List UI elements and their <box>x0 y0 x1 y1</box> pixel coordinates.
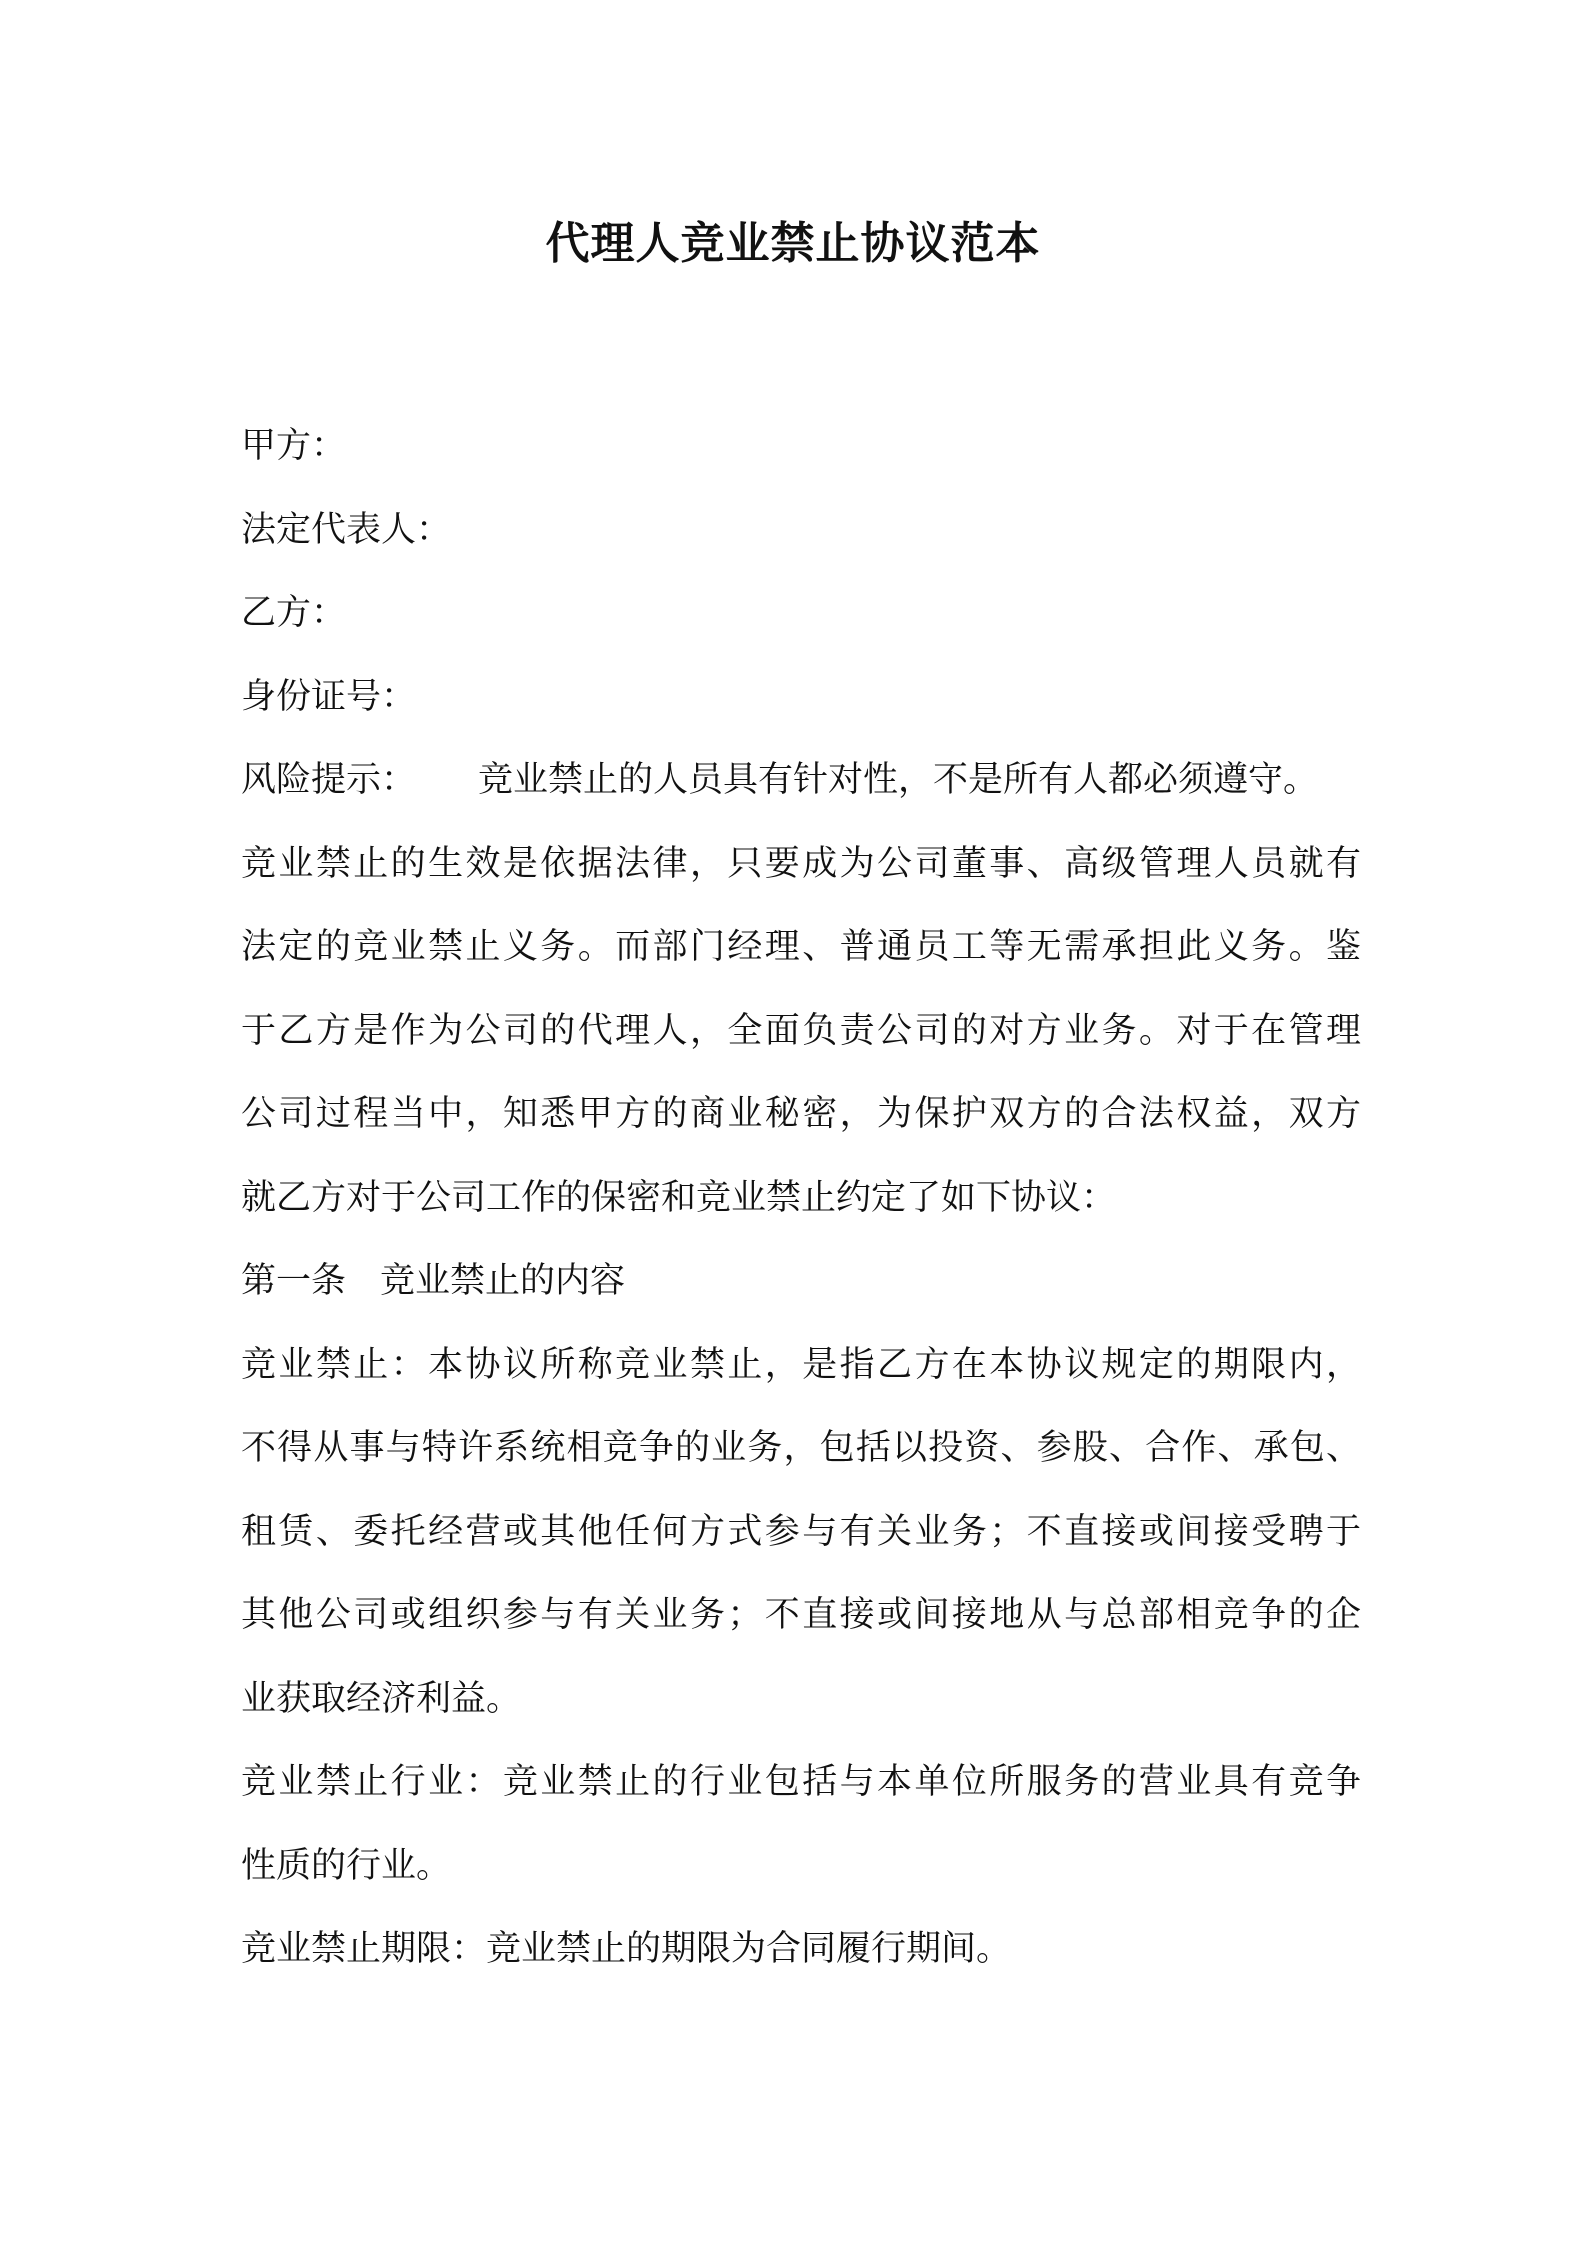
risk-notice-line: 就乙方对于公司工作的保密和竞业禁止约定了如下协议： <box>241 1177 1117 1218</box>
risk-notice-line: 竞业禁止的生效是依据法律，只要成为公司董事、高级管理人员就有 <box>241 843 1361 884</box>
document-body <box>241 405 1361 1992</box>
non-compete-line: 其他公司或组织参与有关业务；不直接或间接地从与总部相竞争的企 <box>241 1595 1361 1635</box>
non-compete-line: 业获取经济利益。 <box>241 1678 522 1719</box>
party-a-field: 甲方： <box>241 426 347 466</box>
document-title: 代理人竞业禁止协议范本 <box>545 218 1041 269</box>
article-number: 第一条 <box>241 1261 347 1301</box>
article-title: 竞业禁止的内容 <box>380 1261 626 1301</box>
risk-notice-line: 于乙方是作为公司的代理人，全面负责公司的对方业务。对于在管理 <box>241 1010 1361 1051</box>
legal-representative-field: 法定代表人： <box>241 509 452 550</box>
risk-notice-first-line <box>241 739 1361 823</box>
article-1-heading <box>241 1240 1361 1324</box>
party-b-field: 乙方： <box>241 593 347 633</box>
non-compete-line: 竞业禁止：本协议所称竞业禁止，是指乙方在本协议规定的期限内， <box>241 1344 1361 1385</box>
risk-notice-label: 风险提示： <box>241 760 417 800</box>
risk-notice-line: 法定的竞业禁止义务。而部门经理、普通员工等无需承担此义务。鉴 <box>241 927 1361 967</box>
industry-line: 竞业禁止行业：竞业禁止的行业包括与本单位所服务的营业具有竞争 <box>241 1762 1361 1802</box>
industry-line: 性质的行业。 <box>241 1845 452 1886</box>
risk-notice-line: 公司过程当中，知悉甲方的商业秘密，为保护双方的合法权益，双方 <box>241 1094 1361 1134</box>
risk-notice-line: 竞业禁止的人员具有针对性，不是所有人都必须遵守。 <box>478 760 1319 800</box>
period-line: 竞业禁止期限：竞业禁止的期限为合同履行期间。 <box>241 1929 1012 1969</box>
non-compete-line: 不得从事与特许系统相竞争的业务，包括以投资、参股、合作、承包、 <box>241 1428 1361 1468</box>
id-number-field: 身份证号： <box>241 676 417 717</box>
non-compete-line: 租赁、委托经营或其他任何方式参与有关业务；不直接或间接受聘于 <box>241 1511 1361 1552</box>
